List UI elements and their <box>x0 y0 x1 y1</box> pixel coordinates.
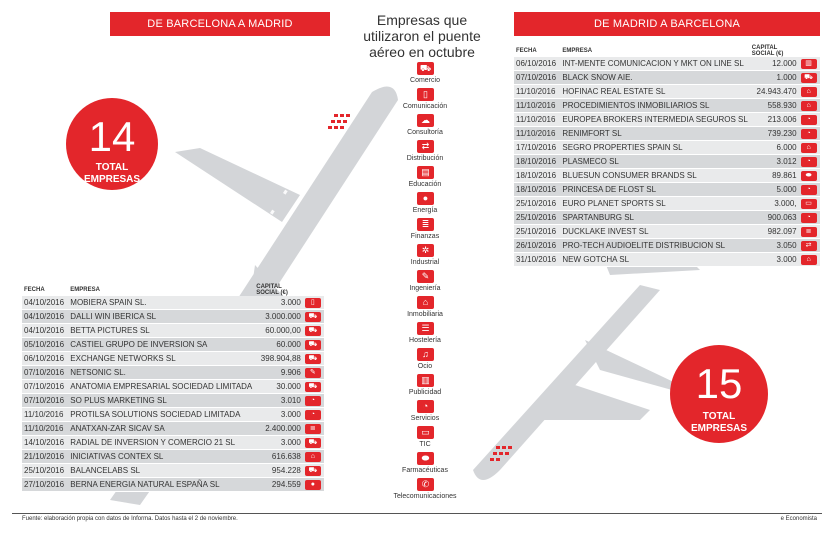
cell-capital: 213.006 <box>750 113 799 127</box>
cell-empresa: SEGRO PROPERTIES SPAIN SL <box>560 141 749 155</box>
table-row <box>22 394 324 408</box>
cart-icon: ⛟ <box>305 326 321 336</box>
cell-fecha: 27/10/2016 <box>22 478 68 492</box>
cell-fecha: 18/10/2016 <box>514 155 560 169</box>
cell-capital: 5.000 <box>750 183 799 197</box>
chart-icon: ▥ <box>417 374 434 387</box>
cart-icon: ⛟ <box>305 382 321 392</box>
cell-empresa: PROTILSA SOLUTIONS SOCIEDAD LIMITADA <box>68 408 254 422</box>
table-row <box>22 366 324 380</box>
cell-capital: 3.012 <box>750 155 799 169</box>
category-label: Consultoría <box>407 129 443 136</box>
table-row <box>22 352 324 366</box>
cell-capital: 954.228 <box>254 464 303 478</box>
table-row <box>514 155 820 169</box>
cell-capital: 3.000 <box>750 253 799 267</box>
header-icon <box>799 45 820 57</box>
cell-empresa: SO PLUS MARKETING SL <box>68 394 254 408</box>
cell-sector-icon <box>799 225 820 239</box>
cell-capital: 30.000 <box>254 380 303 394</box>
cell-capital: 3.000 <box>254 436 303 450</box>
cell-capital: 60.000 <box>254 338 303 352</box>
cell-capital: 900.063 <box>750 211 799 225</box>
table-row <box>514 169 820 183</box>
category-label: Ingeniería <box>409 285 441 292</box>
cell-sector-icon <box>799 141 820 155</box>
cell-sector-icon <box>303 380 324 394</box>
phone-icon: ▯ <box>305 298 321 308</box>
cell-fecha: 04/10/2016 <box>22 324 68 338</box>
table-row <box>22 380 324 394</box>
cell-sector-icon <box>799 57 820 71</box>
house-icon: ⌂ <box>801 255 817 265</box>
table-row <box>22 310 324 324</box>
cell-empresa: RENIMFORT SL <box>560 127 749 141</box>
cell-fecha: 04/10/2016 <box>22 310 68 324</box>
cell-empresa: MOBIERA SPAIN SL. <box>68 296 254 310</box>
cell-capital: 2.400.000 <box>254 422 303 436</box>
cell-sector-icon <box>799 211 820 225</box>
service-icon: ◔ <box>305 396 321 406</box>
cell-sector-icon <box>303 450 324 464</box>
cell-empresa: HOFINAC REAL ESTATE SL <box>560 85 749 99</box>
cell-capital: 739.230 <box>750 127 799 141</box>
category-label: Comercio <box>410 77 440 84</box>
bolt-icon: ● <box>417 192 434 205</box>
header-icon <box>303 284 324 296</box>
category-label: Industrial <box>410 259 440 266</box>
cell-capital: 3.050 <box>750 239 799 253</box>
cell-capital: 3.000.000 <box>254 310 303 324</box>
category-label: Farmacéuticas <box>402 467 448 474</box>
cell-fecha: 11/10/2016 <box>514 99 560 113</box>
cell-fecha: 18/10/2016 <box>514 183 560 197</box>
table-row <box>22 408 324 422</box>
cell-capital: 89.861 <box>750 169 799 183</box>
service-icon: ◔ <box>801 157 817 167</box>
header-empresa: EMPRESA <box>70 287 100 293</box>
cell-fecha: 21/10/2016 <box>22 450 68 464</box>
cell-empresa: CASTIEL GRUPO DE INVERSION SA <box>68 338 254 352</box>
cell-fecha: 07/10/2016 <box>22 394 68 408</box>
cell-fecha: 07/10/2016 <box>514 71 560 85</box>
house-icon: ⌂ <box>801 101 817 111</box>
category-label: Ocio <box>417 363 433 370</box>
mad-to-bcn-table <box>514 45 820 267</box>
cell-sector-icon <box>799 85 820 99</box>
category-label: Publicidad <box>408 389 442 396</box>
table-row <box>514 183 820 197</box>
cell-fecha: 06/10/2016 <box>22 352 68 366</box>
chart-icon: ▥ <box>801 59 817 69</box>
right-total-circle <box>670 345 768 443</box>
table-row <box>22 464 324 478</box>
cart-icon: ⛟ <box>305 340 321 350</box>
cell-fecha: 25/10/2016 <box>22 464 68 478</box>
table-row <box>22 324 324 338</box>
cell-empresa: PROCEDIMIENTOS INMOBILIARIOS SL <box>560 99 749 113</box>
cell-fecha: 25/10/2016 <box>514 225 560 239</box>
cell-fecha: 25/10/2016 <box>514 211 560 225</box>
cell-sector-icon <box>303 436 324 450</box>
wrench-icon: ✎ <box>305 368 321 378</box>
house-icon: ⌂ <box>801 143 817 153</box>
cell-sector-icon <box>799 253 820 267</box>
cell-sector-icon <box>303 394 324 408</box>
cell-empresa: EXCHANGE NETWORKS SL <box>68 352 254 366</box>
cell-sector-icon <box>799 197 820 211</box>
gear-icon: ✲ <box>417 244 434 257</box>
cell-fecha: 06/10/2016 <box>514 57 560 71</box>
cell-capital: 616.638 <box>254 450 303 464</box>
cell-fecha: 11/10/2016 <box>22 422 68 436</box>
cell-capital: 3.000 <box>254 408 303 422</box>
left-total-label-1: TOTAL <box>95 162 129 173</box>
cell-empresa: BLACK SNOW AIE. <box>560 71 749 85</box>
cell-empresa: DUCKLAKE INVEST SL <box>560 225 749 239</box>
cell-capital: 294.559 <box>254 478 303 492</box>
right-banner: DE MADRID A BARCELONA <box>514 12 820 36</box>
phone-icon: ▯ <box>417 88 434 101</box>
category-label: Educación <box>408 181 442 188</box>
cell-empresa: BALANCELABS SL <box>68 464 254 478</box>
cell-sector-icon <box>799 169 820 183</box>
left-total-circle <box>66 98 158 190</box>
cell-capital: 3.000 <box>254 296 303 310</box>
table-row <box>514 141 820 155</box>
category-label: Telecomunicaciones <box>393 493 457 500</box>
cell-empresa: NEW GOTCHA SL <box>560 253 749 267</box>
table-row <box>514 99 820 113</box>
cell-sector-icon <box>799 99 820 113</box>
service-icon: ◔ <box>801 115 817 125</box>
pill-icon: ⬬ <box>417 452 434 465</box>
table-row <box>22 296 324 310</box>
table-row <box>514 127 820 141</box>
service-icon: ◔ <box>305 410 321 420</box>
cell-sector-icon <box>303 352 324 366</box>
cell-capital: 398.904,88 <box>254 352 303 366</box>
bolt-icon: ● <box>305 480 321 490</box>
header-empresa: EMPRESA <box>562 48 593 54</box>
truck-icon: ⇄ <box>417 140 434 153</box>
cell-empresa: DALLI WIN IBERICA SL <box>68 310 254 324</box>
cutlery-icon: ☰ <box>417 322 434 335</box>
monitor-icon: ▭ <box>801 199 817 209</box>
cell-sector-icon <box>799 239 820 253</box>
cell-sector-icon <box>799 71 820 85</box>
cell-capital: 982.097 <box>750 225 799 239</box>
cell-empresa: RADIAL DE INVERSION Y COMERCIO 21 SL <box>68 436 254 450</box>
cell-sector-icon <box>303 464 324 478</box>
table-row <box>514 57 820 71</box>
cell-empresa: SPARTANBURG SL <box>560 211 749 225</box>
cell-capital: 1.000 <box>750 71 799 85</box>
cell-fecha: 26/10/2016 <box>514 239 560 253</box>
table-row <box>514 239 820 253</box>
cell-empresa: ANATOMIA EMPRESARIAL SOCIEDAD LIMITADA <box>68 380 254 394</box>
cell-sector-icon <box>303 422 324 436</box>
antenna-icon: ✆ <box>417 478 434 491</box>
chat-icon: ☁ <box>417 114 434 127</box>
cell-sector-icon <box>303 408 324 422</box>
cell-fecha: 07/10/2016 <box>22 366 68 380</box>
header-capital: CAPITAL SOCIAL (€) <box>256 284 288 296</box>
right-total-number: 15 <box>695 360 743 407</box>
cell-sector-icon <box>303 310 324 324</box>
cell-fecha: 14/10/2016 <box>22 436 68 450</box>
left-plane-seats <box>328 114 350 129</box>
center-title: Empresas que utilizaron el puente aéreo en octubre <box>363 12 481 60</box>
book-icon: ▤ <box>417 166 434 179</box>
cell-fecha: 11/10/2016 <box>514 127 560 141</box>
cell-sector-icon <box>303 296 324 310</box>
header-fecha: FECHA <box>516 48 537 54</box>
table-row <box>22 422 324 436</box>
table-row <box>22 338 324 352</box>
footer-divider <box>12 513 822 514</box>
table-row <box>22 450 324 464</box>
money-icon: ≣ <box>801 227 817 237</box>
drink-icon: ♫ <box>417 348 434 361</box>
table-row <box>514 211 820 225</box>
cell-empresa: BETTA PICTURES SL <box>68 324 254 338</box>
wrench-icon: ✎ <box>417 270 434 283</box>
header-fecha: FECHA <box>24 287 45 293</box>
pill-icon: ⬬ <box>801 171 817 181</box>
cell-fecha: 07/10/2016 <box>22 380 68 394</box>
cell-sector-icon <box>799 183 820 197</box>
service-icon: ◔ <box>801 185 817 195</box>
cell-capital: 3.010 <box>254 394 303 408</box>
left-banner: DE BARCELONA A MADRID <box>110 12 330 36</box>
cell-empresa: PRO-TECH AUDIOELITE DISTRIBUCION SL <box>560 239 749 253</box>
header-capital: CAPITAL SOCIAL (€) <box>751 45 784 57</box>
brand-credit: e Economista <box>780 516 817 522</box>
cell-capital: 558.930 <box>750 99 799 113</box>
left-total-label-2: EMPRESAS <box>83 174 141 185</box>
right-total-label-2: EMPRESAS <box>690 423 748 434</box>
cell-empresa: EURO PLANET SPORTS SL <box>560 197 749 211</box>
category-label: Hostelería <box>409 337 441 344</box>
money-icon: ≣ <box>417 218 434 231</box>
service-icon: ◔ <box>417 400 434 413</box>
table-row <box>514 197 820 211</box>
bcn-to-mad-table <box>22 284 324 492</box>
cell-sector-icon <box>303 478 324 492</box>
cell-fecha: 11/10/2016 <box>514 85 560 99</box>
left-total-number: 14 <box>88 113 136 160</box>
table-row <box>514 113 820 127</box>
cell-fecha: 31/10/2016 <box>514 253 560 267</box>
source-note: Fuente: elaboración propia con datos de Informa. Datos hasta el 2 de noviembre. <box>22 516 238 522</box>
cart-icon: ⛟ <box>305 438 321 448</box>
table-row <box>22 478 324 492</box>
cart-icon: ⛟ <box>305 466 321 476</box>
cell-empresa: BLUESUN CONSUMER BRANDS SL <box>560 169 749 183</box>
table-row <box>514 85 820 99</box>
cell-fecha: 05/10/2016 <box>22 338 68 352</box>
cell-sector-icon <box>799 113 820 127</box>
category-label: Finanzas <box>410 233 440 240</box>
category-label: Inmobiliaria <box>407 311 443 318</box>
house-icon: ⌂ <box>305 452 321 462</box>
category-label: Energía <box>412 207 438 214</box>
table-header-row <box>22 284 324 296</box>
cell-empresa: INT-MENTE COMUNICACION Y MKT ON LINE SL <box>560 57 749 71</box>
table-row <box>514 71 820 85</box>
category-label: Distribución <box>406 155 444 162</box>
cell-capital: 3.000, <box>750 197 799 211</box>
cell-fecha: 11/10/2016 <box>514 113 560 127</box>
table-row <box>22 436 324 450</box>
table-row <box>514 253 820 267</box>
cell-sector-icon <box>799 127 820 141</box>
cell-capital: 24.943.470 <box>750 85 799 99</box>
right-plane-illustration <box>473 250 700 480</box>
cell-fecha: 11/10/2016 <box>22 408 68 422</box>
cell-fecha: 17/10/2016 <box>514 141 560 155</box>
category-label: Servicios <box>410 415 440 422</box>
cart-icon: ⛟ <box>305 354 321 364</box>
cell-empresa: ANATXAN-ZAR SICAV SA <box>68 422 254 436</box>
cell-empresa: NETSONIC SL. <box>68 366 254 380</box>
cart-icon: ⛟ <box>801 73 817 83</box>
cell-fecha: 25/10/2016 <box>514 197 560 211</box>
category-label: Comunicación <box>402 103 448 110</box>
cell-empresa: PLASMECO SL <box>560 155 749 169</box>
cell-sector-icon <box>303 338 324 352</box>
table-row <box>514 225 820 239</box>
monitor-icon: ▭ <box>417 426 434 439</box>
cell-capital: 6.000 <box>750 141 799 155</box>
house-icon: ⌂ <box>417 296 434 309</box>
cell-capital: 12.000 <box>750 57 799 71</box>
house-icon: ⌂ <box>801 87 817 97</box>
cell-capital: 9.906 <box>254 366 303 380</box>
cell-sector-icon <box>303 366 324 380</box>
cell-fecha: 04/10/2016 <box>22 296 68 310</box>
cell-fecha: 18/10/2016 <box>514 169 560 183</box>
right-total-label-1: TOTAL <box>702 411 736 422</box>
money-icon: ≣ <box>305 424 321 434</box>
service-icon: ◔ <box>801 213 817 223</box>
cart-icon: ⛟ <box>417 62 434 75</box>
table-header-row <box>514 45 820 57</box>
cell-capital: 60.000,00 <box>254 324 303 338</box>
truck-icon: ⇄ <box>801 241 817 251</box>
cell-empresa: BERNA ENERGIA NATURAL ESPAÑA SL <box>68 478 254 492</box>
cell-empresa: PRINCESA DE FLOST SL <box>560 183 749 197</box>
cart-icon: ⛟ <box>305 312 321 322</box>
cell-empresa: INICIATIVAS CONTEX SL <box>68 450 254 464</box>
service-icon: ◔ <box>801 129 817 139</box>
cell-sector-icon <box>799 155 820 169</box>
cell-empresa: EUROPEA BROKERS INTERMEDIA SEGUROS SL <box>560 113 749 127</box>
cell-sector-icon <box>303 324 324 338</box>
category-label: TIC <box>419 441 431 448</box>
